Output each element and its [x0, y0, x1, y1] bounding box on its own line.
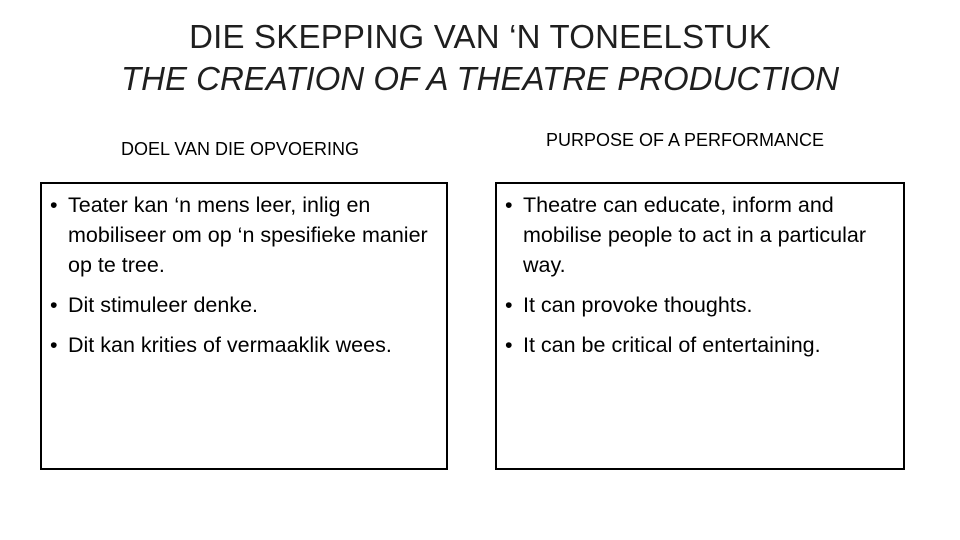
bullet-icon: • [50, 333, 58, 357]
left-bullet-box [40, 182, 448, 470]
right-bullet-item [505, 330, 891, 360]
right-bullet-list [505, 190, 891, 360]
right-bullet-box [495, 182, 905, 470]
slide-title-afrikaans: DIE SKEPPING VAN ‘N TONEELSTUK [189, 18, 771, 55]
bullet-icon: • [50, 293, 58, 317]
right-bullet-item [505, 190, 891, 280]
right-column-heading: PURPOSE OF A PERFORMANCE [545, 130, 825, 150]
bullet-icon: • [505, 333, 513, 357]
slide-title-english: THE CREATION OF A THEATRE PRODUCTION [120, 60, 840, 97]
left-column-heading: DOEL VAN DIE OPVOERING [120, 139, 360, 159]
bullet-icon: • [505, 193, 513, 217]
left-bullet-text: Teater kan ‘n mens leer, inlig en mobiliseer om op ‘n spesifieke manier op te tree. [68, 193, 428, 277]
right-bullet-text: Theatre can educate, inform and mobilise people to act in a particular way. [523, 193, 866, 277]
left-bullet-item [50, 330, 434, 360]
bullet-icon: • [50, 193, 58, 217]
right-bullet-item [505, 290, 891, 320]
left-bullet-text: Dit stimuleer denke. [68, 293, 258, 317]
left-bullet-text: Dit kan krities of vermaaklik wees. [68, 333, 392, 357]
left-bullet-item [50, 190, 434, 280]
bullet-icon: • [505, 293, 513, 317]
left-bullet-item [50, 290, 434, 320]
right-bullet-text: It can be critical of entertaining. [523, 333, 821, 357]
left-bullet-list [50, 190, 434, 360]
right-bullet-text: It can provoke thoughts. [523, 293, 753, 317]
